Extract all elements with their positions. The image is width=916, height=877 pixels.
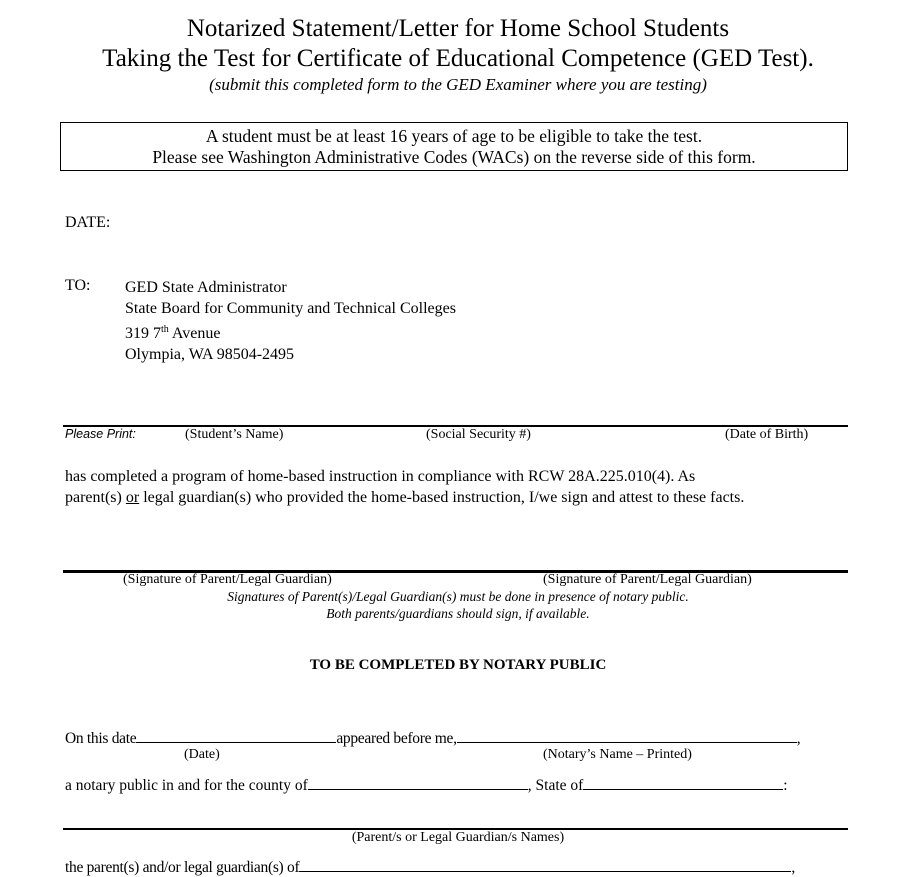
county-label: a notary public in and for the county of [65,777,308,794]
please-print-label: Please Print: [65,427,136,441]
notary-date-row: On this date appeared before me, , [65,730,801,747]
ssn-caption: (Social Security #) [426,427,531,442]
student-name-caption: (Student’s Name) [185,427,284,442]
notice-line2: Please see Washington Administrative Codes (WACs) on the reverse side of this form. [152,147,756,167]
state-label: , State of [527,777,584,794]
notary-date-field[interactable] [136,728,336,743]
signature-note-2: Both parents/guardians should sign, if available. [326,606,590,621]
appeared-before-label: appeared before me, [336,730,457,747]
notary-county-row: a notary public in and for the county of , State of : [65,777,788,794]
recipient-address [125,277,456,365]
eligibility-notice-box [60,122,848,171]
attestation-text [65,466,744,508]
signature-1-caption: (Signature of Parent/Legal Guardian) [123,572,332,587]
form-title-line2: Taking the Test for Certificate of Educational Competence (GED Test). [102,45,814,72]
notary-name-field[interactable] [457,728,797,743]
signature-2-caption: (Signature of Parent/Legal Guardian) [543,572,752,587]
dob-caption: (Date of Birth) [725,427,809,442]
attestation-line2: parent(s) or legal guardian(s) who provided the home-based instruction, I/we sign and attest to these facts. [65,489,745,506]
date-label: DATE: [65,214,111,231]
parent-names-caption: (Parent/s or Legal Guardian/s Names) [351,830,565,845]
date-caption: (Date) [184,747,220,762]
attestation-line1: has completed a program of home-based instruction in compliance with RCW 28A.225.010(4). As [65,468,696,485]
parents-of-label: the parent(s) and/or legal guardian(s) of [65,859,300,876]
notary-heading: TO BE COMPLETED BY NOTARY PUBLIC [309,657,607,673]
student-of-row: the parent(s) and/or legal guardian(s) of , [65,859,795,876]
form-title-line1: Notarized Statement/Letter for Home School Students [186,15,730,42]
to-label: TO: [65,277,91,294]
form-subtitle: (submit this completed form to the GED Examiner where you are testing) [209,75,707,94]
student-name-field[interactable] [299,857,791,872]
signature-note-1: Signatures of Parent(s)/Legal Guardian(s) must be done in presence of notary public. [227,589,689,604]
address-line4: Olympia, WA 98504-2495 [125,346,295,363]
address-line3: 319 7th Avenue [125,324,221,342]
county-field[interactable] [308,775,528,790]
notary-name-caption: (Notary’s Name – Printed) [543,747,692,762]
address-line1: GED State Administrator [125,279,287,296]
address-line2: State Board for Community and Technical Colleges [125,300,456,317]
state-field[interactable] [583,775,783,790]
on-this-date-label: On this date [65,730,137,747]
notice-line1: A student must be at least 16 years of age to be eligible to take the test. [205,126,703,146]
